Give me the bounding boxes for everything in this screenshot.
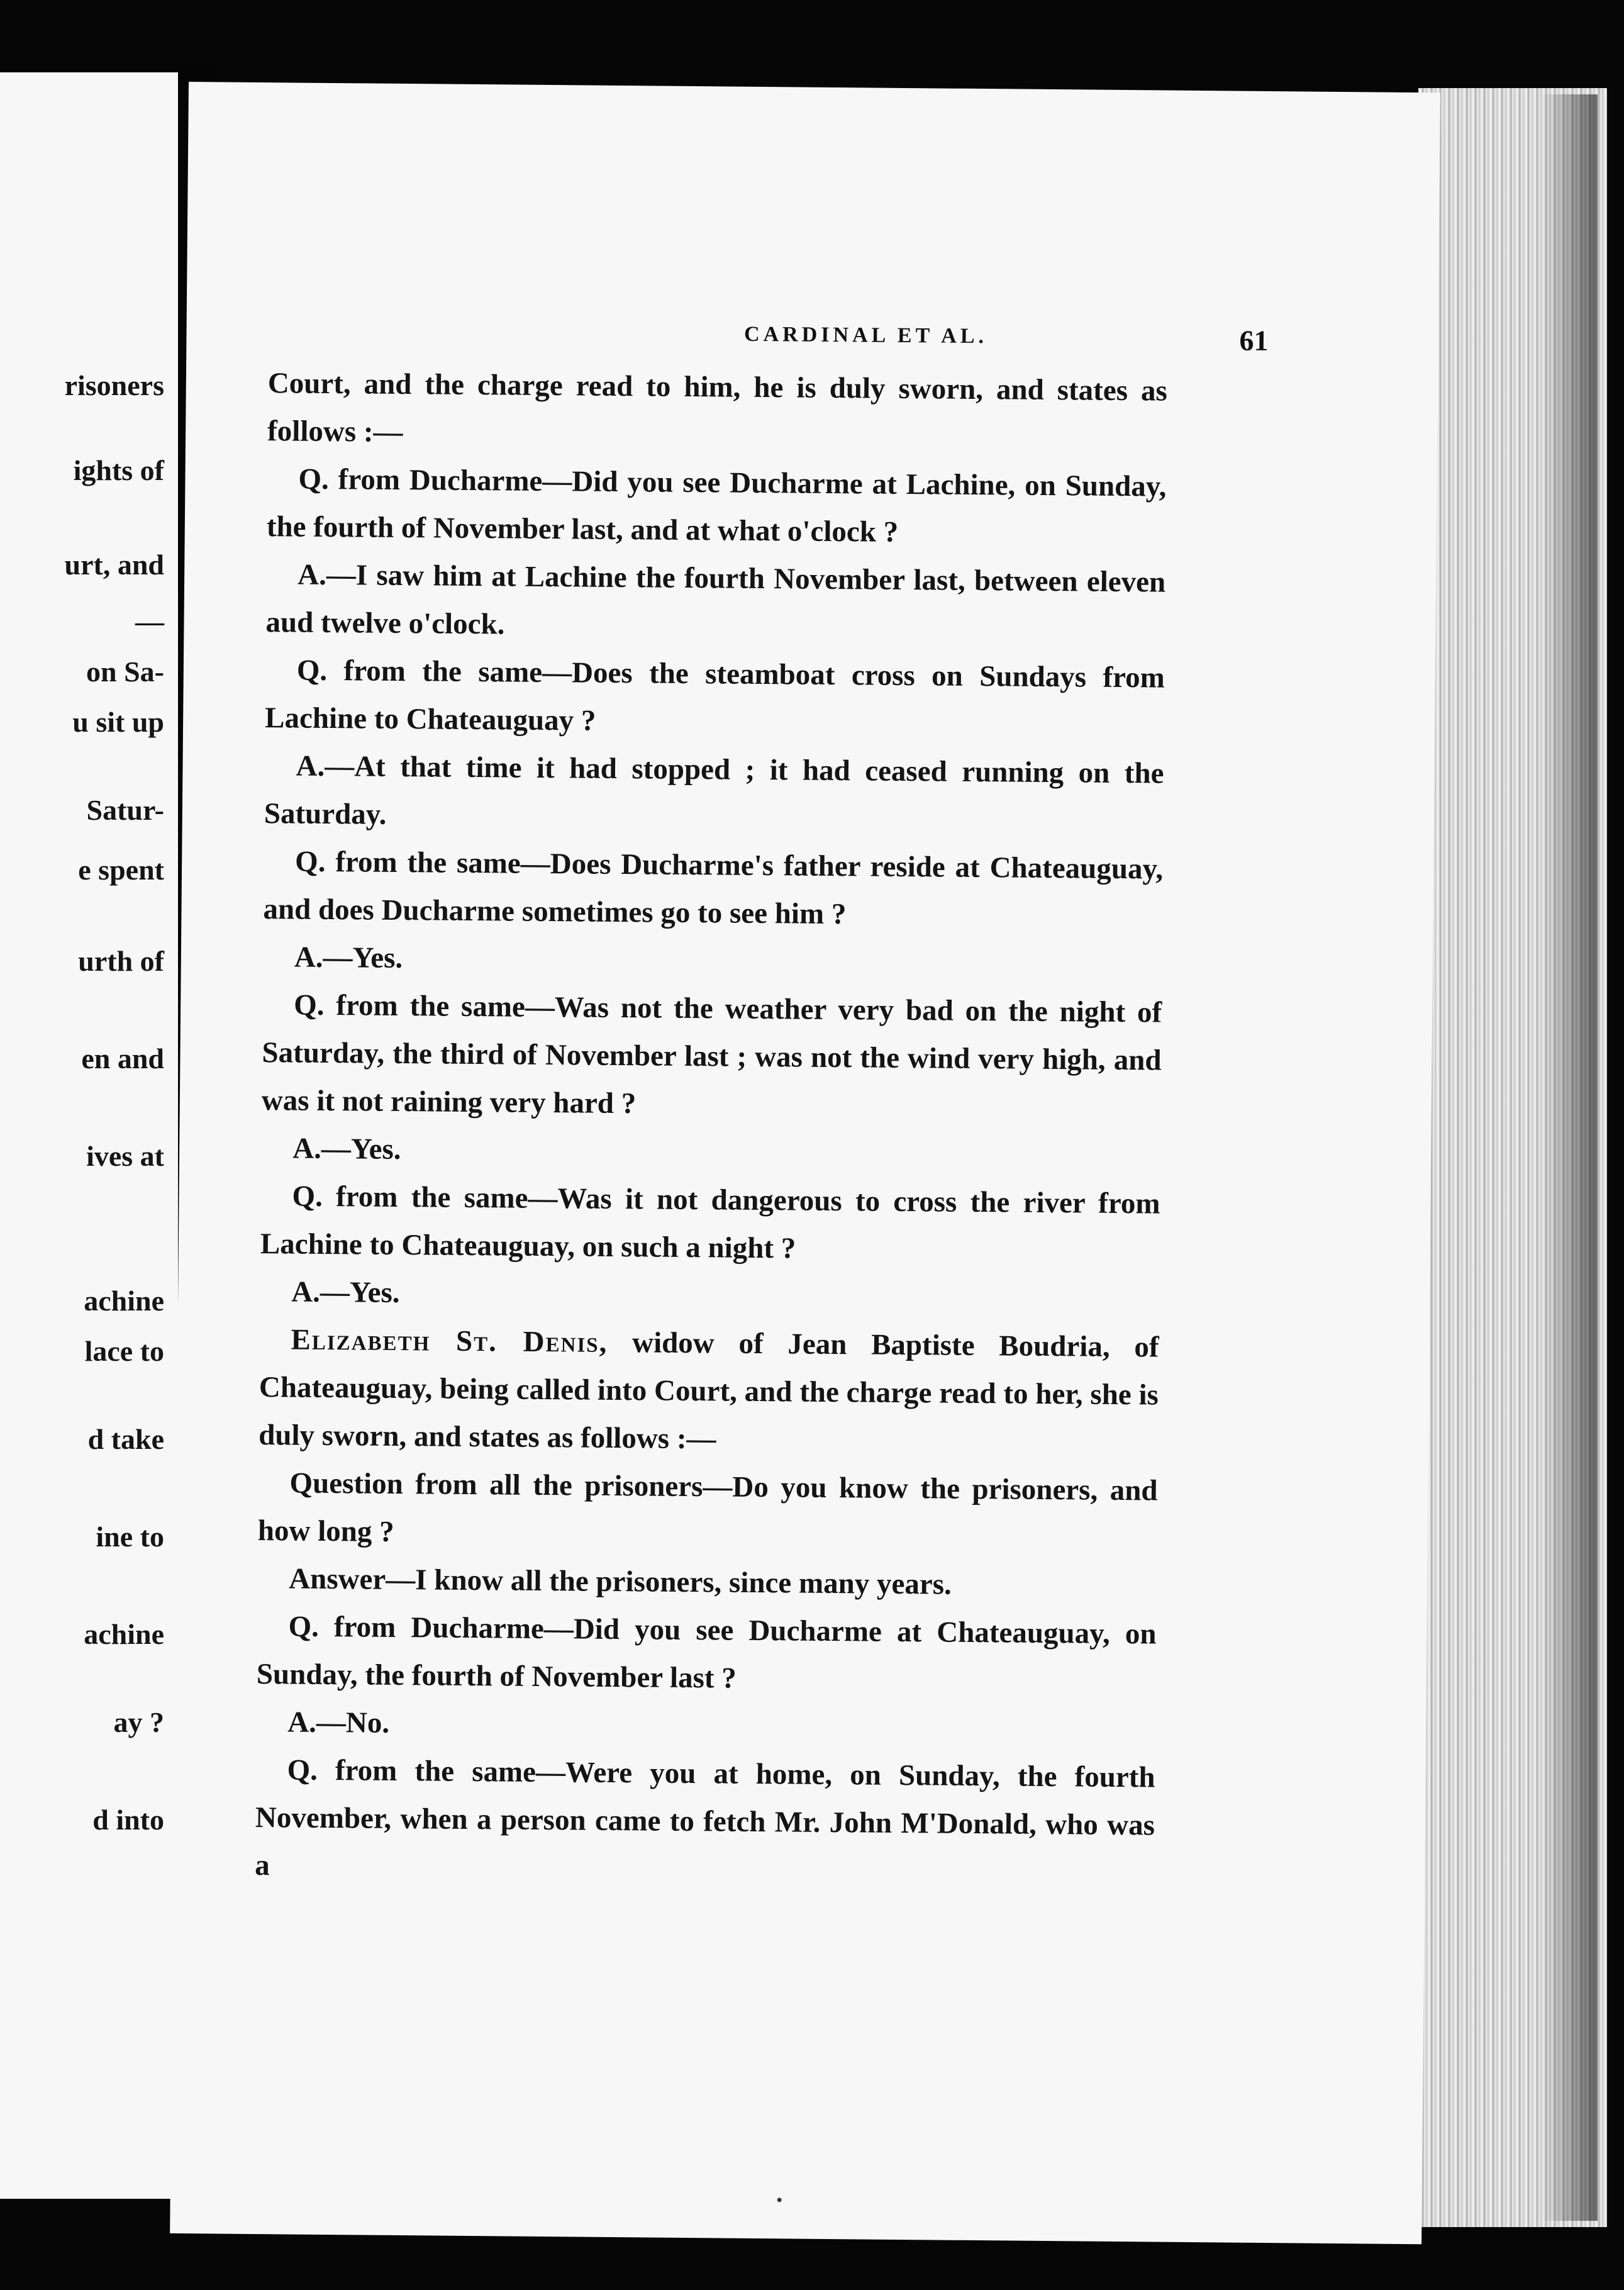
left-page-fragment: u sit up bbox=[72, 706, 164, 738]
left-page-fragment: ights of bbox=[73, 454, 164, 486]
witness-paragraph bbox=[259, 1315, 1159, 1466]
left-page-fragment: en and bbox=[81, 1042, 164, 1075]
paragraph: Court, and the charge read to him, he is duly sworn, and states as follows :— bbox=[267, 367, 1167, 449]
witness-name: Elizabeth St. Denis, bbox=[291, 1323, 608, 1359]
left-page-fragment: urth of bbox=[78, 945, 164, 977]
paragraph: Q. from Ducharme—Did you see Ducharme at Lachine, on Sunday, the fourth of November last, and at what o'clock ? bbox=[266, 462, 1167, 549]
left-page-fragment: achine bbox=[84, 1285, 164, 1317]
paragraph: A.—At that time it had stopped ; it had ceased running on the Saturday. bbox=[264, 749, 1164, 831]
left-page-fragment: ine to bbox=[96, 1521, 164, 1553]
paragraph: Q. from the same—Was not the weather very bad on the night of Saturday, the third of November last ; was not the wind very high, and was it not raining very hard ? bbox=[261, 988, 1162, 1120]
paragraph: Q. from the same—Does the steamboat cross on Sundays from Lachine to Chateauguay ? bbox=[264, 654, 1165, 737]
paragraph: Q. from the same—Were you at home, on Sunday, the fourth November, when a person came to fetch Mr. John M'Donald, who was a bbox=[255, 1753, 1155, 1882]
left-page-fragment: d take bbox=[87, 1423, 164, 1455]
page-number: 61 bbox=[1239, 324, 1269, 357]
paragraph: Answer—I know all the prisoners, since many years. bbox=[289, 1562, 952, 1601]
left-page bbox=[0, 72, 178, 2199]
left-page-fragment: urt, and bbox=[64, 549, 164, 581]
left-page-fragment: ay ? bbox=[113, 1706, 164, 1738]
left-page-fragment: lace to bbox=[84, 1335, 164, 1367]
left-page-fragment: ives at bbox=[86, 1140, 164, 1172]
right-page bbox=[170, 82, 1440, 2244]
paragraph: A.—I saw him at Lachine the fourth November last, between eleven aud twelve o'clock. bbox=[265, 558, 1166, 641]
paragraph: Q. from the same—Does Ducharme's father reside at Chateauguay, and does Ducharme sometimes go to see him ? bbox=[263, 845, 1164, 931]
running-head: CARDINAL ET AL. bbox=[743, 322, 988, 349]
paragraph: Question from all the prisoners—Do you know the prisoners, and how long ? bbox=[257, 1466, 1158, 1548]
paragraph: A.—Yes. bbox=[291, 1275, 400, 1310]
left-page-fragment: d into bbox=[92, 1804, 164, 1836]
left-page-fragment: Satur- bbox=[86, 794, 164, 826]
paragraph: A.—Yes. bbox=[294, 941, 403, 975]
paragraph: A.—No. bbox=[287, 1706, 390, 1740]
paragraph: Q. from the same—Was it not dangerous to cross the river from Lachine to Chateauguay, on such a night ? bbox=[260, 1180, 1160, 1265]
ink-speck bbox=[777, 2198, 782, 2202]
body-text bbox=[255, 359, 1167, 1897]
left-page-fragment: achine bbox=[84, 1618, 164, 1650]
left-page-fragment: risoners bbox=[64, 369, 164, 401]
witness-text: widow of Jean Baptiste Boudria, of Chateauguay, being called into Court, and the charge read to her, she is duly sworn, and states as follows :— bbox=[259, 1326, 1159, 1456]
paragraph: Q. from Ducharme—Did you see Ducharme at Chateauguay, on Sunday, the fourth of November last ? bbox=[256, 1610, 1157, 1695]
left-page-fragment: — bbox=[135, 605, 164, 637]
page-edges-shadow bbox=[1541, 94, 1598, 2221]
left-page-fragment: e spent bbox=[78, 854, 164, 886]
left-page-fragment: on Sa- bbox=[86, 656, 164, 688]
paragraph: A.—Yes. bbox=[292, 1132, 401, 1166]
